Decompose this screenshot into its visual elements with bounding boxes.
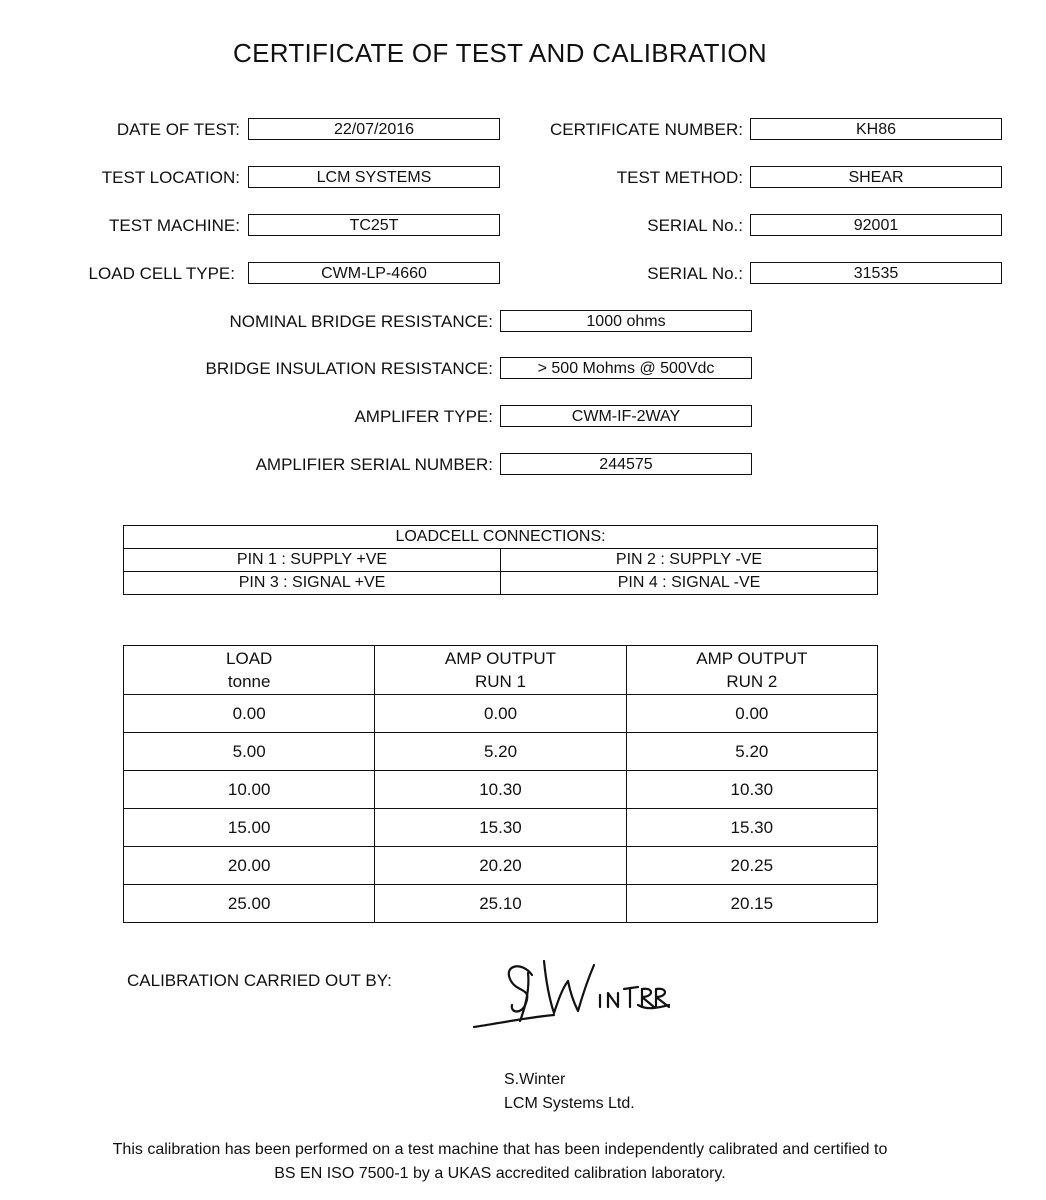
amplifier-serial-number-value: 244575 <box>500 453 752 475</box>
pin-1-connection: PIN 1 : SUPPLY +VE <box>124 549 501 572</box>
run-2-cell: 0.00 <box>626 695 877 733</box>
pin-3-connection: PIN 3 : SIGNAL +VE <box>124 572 501 595</box>
loadcell-connections-table <box>123 525 878 595</box>
load-cell-type-value: CWM-LP-4660 <box>248 262 500 284</box>
run-1-cell: 20.20 <box>375 847 626 885</box>
pin-4-connection: PIN 4 : SIGNAL -VE <box>501 572 878 595</box>
certificate-title: CERTIFICATE OF TEST AND CALIBRATION <box>233 38 767 68</box>
date-of-test-label: DATE OF TEST: <box>116 120 240 139</box>
load-cell: 20.00 <box>124 847 375 885</box>
serial-number-value: 92001 <box>750 214 1002 236</box>
test-method-value: SHEAR <box>750 166 1002 188</box>
column-header-run-1: AMP OUTPUT RUN 1 <box>375 646 626 695</box>
certification-statement <box>0 1138 1000 1186</box>
serial-number-label: SERIAL No.: <box>647 216 743 235</box>
certificate-number-value: KH86 <box>750 118 1002 140</box>
calibration-results-table <box>123 645 878 923</box>
run-2-cell: 15.30 <box>626 809 877 847</box>
run-1-cell: 10.30 <box>375 771 626 809</box>
load-cell: 15.00 <box>124 809 375 847</box>
load-cell-serial-label: SERIAL No.: <box>647 264 743 283</box>
run-1-cell: 0.00 <box>375 695 626 733</box>
table-row <box>124 885 878 923</box>
run-2-cell: 5.20 <box>626 733 877 771</box>
pin-2-connection: PIN 2 : SUPPLY -VE <box>501 549 878 572</box>
handwritten-signature <box>470 955 670 1035</box>
calibration-carried-out-by-label: CALIBRATION CARRIED OUT BY: <box>127 971 392 990</box>
load-cell-serial-value: 31535 <box>750 262 1002 284</box>
run-2-cell: 20.15 <box>626 885 877 923</box>
bridge-insulation-resistance-value: > 500 Mohms @ 500Vdc <box>500 357 752 379</box>
load-cell-type-label: LOAD CELL TYPE: <box>88 264 235 283</box>
amplifier-serial-number-label: AMPLIFIER SERIAL NUMBER: <box>255 455 493 474</box>
test-location-label: TEST LOCATION: <box>101 168 240 187</box>
run-1-cell: 15.30 <box>375 809 626 847</box>
load-cell: 25.00 <box>124 885 375 923</box>
certificate-number-label: CERTIFICATE NUMBER: <box>550 120 743 139</box>
load-cell: 10.00 <box>124 771 375 809</box>
run-2-cell: 20.25 <box>626 847 877 885</box>
test-location-value: LCM SYSTEMS <box>248 166 500 188</box>
table-row <box>124 695 878 733</box>
amplifier-type-label: AMPLIFER TYPE: <box>354 407 493 426</box>
table-header-row <box>124 646 878 695</box>
nominal-bridge-resistance-label: NOMINAL BRIDGE RESISTANCE: <box>229 312 493 331</box>
date-of-test-value: 22/07/2016 <box>248 118 500 140</box>
test-machine-value: TC25T <box>248 214 500 236</box>
signatory-name: S.Winter <box>504 1071 566 1088</box>
table-row <box>124 847 878 885</box>
test-machine-label: TEST MACHINE: <box>109 216 240 235</box>
column-header-load: LOAD tonne <box>124 646 375 695</box>
test-method-label: TEST METHOD: <box>616 168 743 187</box>
load-cell: 0.00 <box>124 695 375 733</box>
amplifier-type-value: CWM-IF-2WAY <box>500 405 752 427</box>
column-header-run-2: AMP OUTPUT RUN 2 <box>626 646 877 695</box>
table-row <box>124 733 878 771</box>
certification-statement-line-2: BS EN ISO 7500-1 by a UKAS accredited calibration laboratory. <box>274 1165 726 1182</box>
signatory-company: LCM Systems Ltd. <box>504 1095 635 1112</box>
certification-statement-line-1: This calibration has been performed on a test machine that has been independently calibrated and certified to <box>112 1141 888 1158</box>
table-row <box>124 771 878 809</box>
table-row <box>124 809 878 847</box>
signatory-block <box>504 1068 635 1116</box>
nominal-bridge-resistance-value: 1000 ohms <box>500 310 752 332</box>
run-1-cell: 5.20 <box>375 733 626 771</box>
bridge-insulation-resistance-label: BRIDGE INSULATION RESISTANCE: <box>205 359 493 378</box>
run-2-cell: 10.30 <box>626 771 877 809</box>
run-1-cell: 25.10 <box>375 885 626 923</box>
loadcell-connections-title: LOADCELL CONNECTIONS: <box>124 526 878 549</box>
load-cell: 5.00 <box>124 733 375 771</box>
